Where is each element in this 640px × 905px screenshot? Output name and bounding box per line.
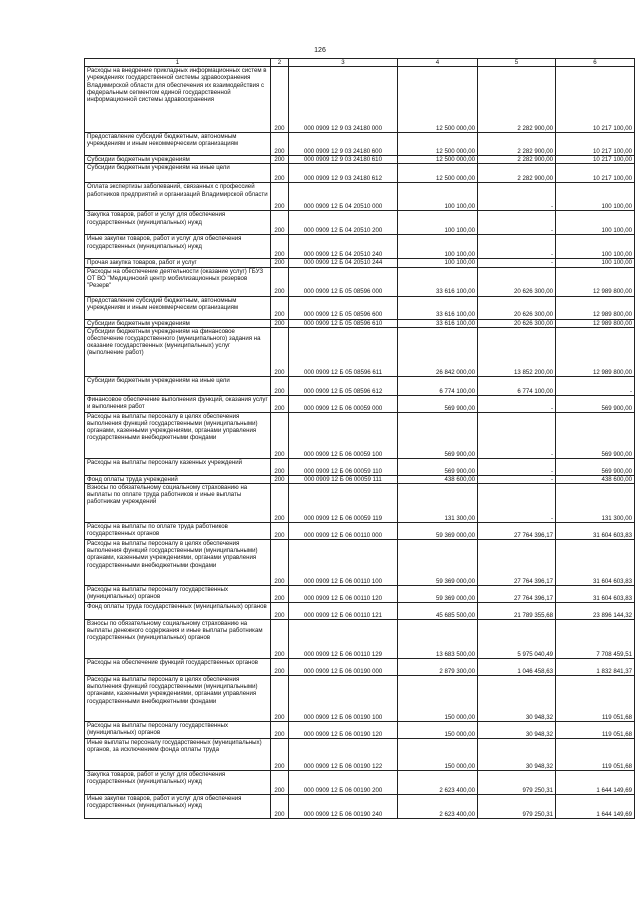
row-code-cell: 000 0909 12 9 03 24180 600 — [289, 133, 398, 156]
row-name-cell: Закупка товаров, работ и услуг для обеспечения государственных (муниципальных) нужд — [85, 211, 271, 235]
row-name-cell: Иные закупки товаров, работ и услуг для обеспечения государственных (муниципальных) нужд — [85, 235, 271, 259]
row-code-cell: 000 0909 12 Б 06 00059 119 — [289, 484, 398, 523]
row-remaining-cell: 31 604 603,83 — [556, 540, 635, 586]
row-gr-cell: 200 — [271, 771, 289, 795]
row-executed-cell: - — [478, 395, 556, 412]
row-approved-cell: 33 616 100,00 — [398, 267, 478, 296]
row-gr-cell: 200 — [271, 620, 289, 659]
table-row — [85, 319, 635, 327]
row-executed-cell: 27 764 396,17 — [478, 586, 556, 603]
row-gr-cell: 200 — [271, 376, 289, 395]
row-approved-cell: 59 369 000,00 — [398, 586, 478, 603]
column-header: 1 — [85, 59, 271, 67]
table-row — [85, 67, 635, 133]
row-executed-cell: - — [478, 183, 556, 211]
row-gr-cell: 200 — [271, 659, 289, 676]
row-remaining-cell: 131 300,00 — [556, 484, 635, 523]
row-executed-cell: 979 250,31 — [478, 795, 556, 819]
header-row — [85, 59, 635, 67]
row-gr-cell: 200 — [271, 523, 289, 540]
row-code-cell: 000 0909 12 Б 06 00110 000 — [289, 523, 398, 540]
row-gr-cell: 200 — [271, 395, 289, 412]
column-header: 3 — [289, 59, 398, 67]
row-name-cell: Фонд оплаты труда государственных (муниципальных) органов — [85, 603, 271, 620]
row-code-cell: 000 0909 12 9 03 24180 612 — [289, 164, 398, 183]
row-executed-cell: 2 282 900,00 — [478, 133, 556, 156]
row-approved-cell: 59 369 000,00 — [398, 523, 478, 540]
row-code-cell: 000 0909 12 Б 05 08596 611 — [289, 327, 398, 376]
row-approved-cell: 59 369 000,00 — [398, 540, 478, 586]
row-gr-cell: 200 — [271, 475, 289, 483]
table-row — [85, 412, 635, 458]
row-gr-cell: 200 — [271, 458, 289, 475]
row-name-cell: Оплата экспертизы заболеваний, связанных с профессией работников предприятий и организаций Владимирской области — [85, 183, 271, 211]
row-gr-cell: 200 — [271, 540, 289, 586]
row-approved-cell: 12 500 000,00 — [398, 133, 478, 156]
row-remaining-cell: 569 900,00 — [556, 412, 635, 458]
row-name-cell: Расходы на выплаты по оплате труда работников государственных органов — [85, 523, 271, 540]
row-name-cell: Прочая закупка товаров, работ и услуг — [85, 259, 271, 267]
row-executed-cell: 13 852 200,00 — [478, 327, 556, 376]
row-gr-cell: 200 — [271, 211, 289, 235]
row-executed-cell: 6 774 100,00 — [478, 376, 556, 395]
row-gr-cell: 200 — [271, 603, 289, 620]
row-name-cell: Расходы на внедрение прикладных информационных систем в учреждениях государственной системы здравоохранения Владимирской области для обеспечения их взаимодействия с федеральным сегментом единой государственной информационной системы здравоохранения — [85, 67, 271, 133]
row-remaining-cell: 119 051,68 — [556, 722, 635, 739]
table-row — [85, 267, 635, 296]
row-executed-cell: 1 046 458,63 — [478, 659, 556, 676]
row-gr-cell: 200 — [271, 259, 289, 267]
table-row — [85, 156, 635, 164]
table-row — [85, 296, 635, 319]
row-approved-cell: 12 500 000,00 — [398, 164, 478, 183]
row-name-cell: Взносы по обязательному социальному страхованию на выплаты по оплате труда работников и иные выплаты работникам учреждений — [85, 484, 271, 523]
row-approved-cell: 13 683 500,00 — [398, 620, 478, 659]
row-gr-cell: 200 — [271, 164, 289, 183]
row-remaining-cell: 100 100,00 — [556, 235, 635, 259]
row-approved-cell: 26 842 000,00 — [398, 327, 478, 376]
row-name-cell: Предоставление субсидий бюджетным, автономным учреждениям и иным некоммерческим организациям — [85, 133, 271, 156]
row-gr-cell: 200 — [271, 484, 289, 523]
row-approved-cell: 100 100,00 — [398, 235, 478, 259]
row-executed-cell: 27 764 396,17 — [478, 523, 556, 540]
row-remaining-cell: 12 989 800,00 — [556, 267, 635, 296]
row-remaining-cell: 10 217 100,00 — [556, 156, 635, 164]
row-name-cell: Иные закупки товаров, работ и услуг для обеспечения государственных (муниципальных) нужд — [85, 795, 271, 819]
row-name-cell: Расходы на выплаты персоналу казенных учреждений — [85, 458, 271, 475]
table-row — [85, 676, 635, 722]
row-code-cell: 000 0909 12 9 03 24180 000 — [289, 67, 398, 133]
table-row — [85, 211, 635, 235]
row-executed-cell: 30 948,32 — [478, 676, 556, 722]
row-name-cell: Расходы на выплаты персоналу государственных (муниципальных) органов — [85, 722, 271, 739]
row-approved-cell: 150 000,00 — [398, 676, 478, 722]
row-remaining-cell: 100 100,00 — [556, 211, 635, 235]
row-remaining-cell: 1 832 841,37 — [556, 659, 635, 676]
row-executed-cell: 2 282 900,00 — [478, 67, 556, 133]
row-remaining-cell: 10 217 100,00 — [556, 67, 635, 133]
row-code-cell: 000 0909 12 9 03 24180 610 — [289, 156, 398, 164]
row-gr-cell: 200 — [271, 739, 289, 771]
column-header: 6 — [556, 59, 635, 67]
row-code-cell: 000 0909 12 Б 06 00110 100 — [289, 540, 398, 586]
row-remaining-cell: 100 100,00 — [556, 183, 635, 211]
row-gr-cell: 200 — [271, 319, 289, 327]
row-executed-cell: - — [478, 484, 556, 523]
row-executed-cell: - — [478, 458, 556, 475]
table-row — [85, 458, 635, 475]
row-code-cell: 000 0909 12 Б 06 00110 129 — [289, 620, 398, 659]
row-gr-cell: 200 — [271, 267, 289, 296]
row-approved-cell: 100 100,00 — [398, 183, 478, 211]
row-name-cell: Субсидии бюджетным учреждениям на иные цели — [85, 164, 271, 183]
row-gr-cell: 200 — [271, 586, 289, 603]
table-row — [85, 164, 635, 183]
column-header: 2 — [271, 59, 289, 67]
table-row — [85, 540, 635, 586]
row-approved-cell: 33 616 100,00 — [398, 319, 478, 327]
row-executed-cell: 20 626 300,00 — [478, 267, 556, 296]
row-approved-cell: 150 000,00 — [398, 739, 478, 771]
row-code-cell: 000 0909 12 Б 04 20510 200 — [289, 211, 398, 235]
row-gr-cell: 200 — [271, 235, 289, 259]
table-row — [85, 771, 635, 795]
row-name-cell: Расходы на обеспечение деятельности (оказание услуг) ГБУЗ ОТ ВО "Медицинский центр мобилизационных резервов "Резерв" — [85, 267, 271, 296]
row-approved-cell: 6 774 100,00 — [398, 376, 478, 395]
row-name-cell: Субсидии бюджетным учреждениям на финансовое обеспечение государственного (муниципального) задания на оказание государственных (муниципальных) услуг (выполнение работ) — [85, 327, 271, 376]
row-code-cell: 000 0909 12 Б 06 00059 100 — [289, 412, 398, 458]
row-gr-cell: 200 — [271, 795, 289, 819]
row-remaining-cell: 100 100,00 — [556, 259, 635, 267]
row-name-cell: Расходы на выплаты персоналу в целях обеспечения выполнения функций государственными (муниципальными) органами, казенными учреждениями, органами управления государственными внебюджетными фондами — [85, 412, 271, 458]
row-executed-cell: 20 626 300,00 — [478, 296, 556, 319]
row-approved-cell: 2 623 400,00 — [398, 795, 478, 819]
row-gr-cell: 200 — [271, 676, 289, 722]
budget-table — [84, 58, 635, 819]
row-gr-cell: 200 — [271, 133, 289, 156]
row-approved-cell: 100 100,00 — [398, 259, 478, 267]
row-code-cell: 000 0909 12 Б 06 00190 120 — [289, 722, 398, 739]
row-name-cell: Предоставление субсидий бюджетным, автономным учреждениям и иным некоммерческим организациям — [85, 296, 271, 319]
row-remaining-cell: 31 604 603,83 — [556, 586, 635, 603]
row-gr-cell: 200 — [271, 296, 289, 319]
row-name-cell: Взносы по обязательному социальному страхованию на выплаты денежного содержания и иные выплаты работникам государственных (муниципальных) органов — [85, 620, 271, 659]
table-row — [85, 475, 635, 483]
row-code-cell: 000 0909 12 Б 06 00110 120 — [289, 586, 398, 603]
row-name-cell: Иные выплаты персоналу государственных (муниципальных) органов, за исключением фонда оплаты труда — [85, 739, 271, 771]
row-code-cell: 000 0909 12 Б 04 20510 240 — [289, 235, 398, 259]
row-remaining-cell: 1 644 149,69 — [556, 795, 635, 819]
table-row — [85, 327, 635, 376]
column-header: 4 — [398, 59, 478, 67]
row-name-cell: Расходы на обеспечение функций государственных органов — [85, 659, 271, 676]
row-remaining-cell: 10 217 100,00 — [556, 133, 635, 156]
table-row — [85, 395, 635, 412]
row-remaining-cell: 569 900,00 — [556, 458, 635, 475]
row-executed-cell: 20 626 300,00 — [478, 319, 556, 327]
row-code-cell: 000 0909 12 Б 06 00190 200 — [289, 771, 398, 795]
row-code-cell: 000 0909 12 Б 05 08596 612 — [289, 376, 398, 395]
row-executed-cell: - — [478, 259, 556, 267]
row-remaining-cell: 119 051,68 — [556, 739, 635, 771]
row-approved-cell: 2 623 400,00 — [398, 771, 478, 795]
row-executed-cell: 2 282 900,00 — [478, 156, 556, 164]
row-remaining-cell: 438 600,00 — [556, 475, 635, 483]
row-remaining-cell: 31 604 603,83 — [556, 523, 635, 540]
row-name-cell: Субсидии бюджетным учреждениям — [85, 156, 271, 164]
row-remaining-cell: 7 708 459,51 — [556, 620, 635, 659]
row-approved-cell: 131 300,00 — [398, 484, 478, 523]
row-executed-cell: - — [478, 475, 556, 483]
row-executed-cell: 30 948,32 — [478, 739, 556, 771]
row-name-cell: Субсидии бюджетным учреждениям на иные цели — [85, 376, 271, 395]
row-remaining-cell: 12 989 800,00 — [556, 296, 635, 319]
row-gr-cell: 200 — [271, 722, 289, 739]
row-remaining-cell: 569 900,00 — [556, 395, 635, 412]
table-row — [85, 739, 635, 771]
row-approved-cell: 569 900,00 — [398, 395, 478, 412]
column-header: 5 — [478, 59, 556, 67]
table-row — [85, 133, 635, 156]
row-gr-cell: 200 — [271, 67, 289, 133]
row-approved-cell: 150 000,00 — [398, 722, 478, 739]
row-code-cell: 000 0909 12 Б 06 00190 122 — [289, 739, 398, 771]
row-remaining-cell: 12 989 800,00 — [556, 327, 635, 376]
table-row — [85, 620, 635, 659]
table-row — [85, 523, 635, 540]
row-gr-cell: 200 — [271, 183, 289, 211]
row-code-cell: 000 0909 12 Б 06 00190 100 — [289, 676, 398, 722]
row-code-cell: 000 0909 12 Б 04 20510 244 — [289, 259, 398, 267]
row-code-cell: 000 0909 12 Б 05 08596 000 — [289, 267, 398, 296]
table-row — [85, 484, 635, 523]
row-remaining-cell: 10 217 100,00 — [556, 164, 635, 183]
row-code-cell: 000 0909 12 Б 06 00190 000 — [289, 659, 398, 676]
row-code-cell: 000 0909 12 Б 05 08596 610 — [289, 319, 398, 327]
row-gr-cell: 200 — [271, 412, 289, 458]
row-approved-cell: 2 879 300,00 — [398, 659, 478, 676]
row-gr-cell: 200 — [271, 327, 289, 376]
row-approved-cell: 45 685 500,00 — [398, 603, 478, 620]
row-name-cell: Фонд оплаты труда учреждений — [85, 475, 271, 483]
row-executed-cell: 2 282 900,00 — [478, 164, 556, 183]
row-remaining-cell: 23 896 144,32 — [556, 603, 635, 620]
table-row — [85, 259, 635, 267]
row-approved-cell: 12 500 000,00 — [398, 156, 478, 164]
row-code-cell: 000 0909 12 Б 04 20510 000 — [289, 183, 398, 211]
row-remaining-cell: 12 989 800,00 — [556, 319, 635, 327]
row-code-cell: 000 0909 12 Б 06 00190 240 — [289, 795, 398, 819]
row-executed-cell: - — [478, 211, 556, 235]
row-executed-cell: 5 975 040,49 — [478, 620, 556, 659]
row-executed-cell: 21 789 355,68 — [478, 603, 556, 620]
table-row — [85, 183, 635, 211]
row-remaining-cell: 119 051,68 — [556, 676, 635, 722]
table-row — [85, 376, 635, 395]
row-executed-cell: 30 948,32 — [478, 722, 556, 739]
row-approved-cell: 100 100,00 — [398, 211, 478, 235]
row-approved-cell: 569 900,00 — [398, 458, 478, 475]
row-approved-cell: 12 500 000,00 — [398, 67, 478, 133]
row-code-cell: 000 0909 12 Б 06 00059 111 — [289, 475, 398, 483]
table-row — [85, 659, 635, 676]
row-code-cell: 000 0909 12 Б 05 08596 600 — [289, 296, 398, 319]
row-approved-cell: 569 900,00 — [398, 412, 478, 458]
row-name-cell: Финансовое обеспечение выполнения функций, оказания услуг и выполнения работ — [85, 395, 271, 412]
row-approved-cell: 33 616 100,00 — [398, 296, 478, 319]
row-executed-cell: 27 764 396,17 — [478, 540, 556, 586]
row-name-cell: Расходы на выплаты персоналу в целях обеспечения выполнения функций государственными (муниципальными) органами, казенными учреждениями, органами управления государственными внебюджетными фондами — [85, 676, 271, 722]
row-remaining-cell: 1 644 149,69 — [556, 771, 635, 795]
table-row — [85, 795, 635, 819]
row-name-cell: Расходы на выплаты персоналу государственных (муниципальных) органов — [85, 586, 271, 603]
table-row — [85, 603, 635, 620]
row-gr-cell: 200 — [271, 156, 289, 164]
row-executed-cell: 979 250,31 — [478, 771, 556, 795]
table-row — [85, 722, 635, 739]
table-row — [85, 586, 635, 603]
row-name-cell: Субсидии бюджетным учреждениям — [85, 319, 271, 327]
page-number: 126 — [314, 47, 326, 54]
table-row — [85, 235, 635, 259]
row-executed-cell: - — [478, 412, 556, 458]
row-approved-cell: 438 600,00 — [398, 475, 478, 483]
row-name-cell: Закупка товаров, работ и услуг для обеспечения государственных (муниципальных) нужд — [85, 771, 271, 795]
row-executed-cell: - — [478, 235, 556, 259]
row-code-cell: 000 0909 12 Б 06 00059 000 — [289, 395, 398, 412]
row-remaining-cell: - — [556, 376, 635, 395]
row-code-cell: 000 0909 12 Б 06 00110 121 — [289, 603, 398, 620]
row-name-cell: Расходы на выплаты персоналу в целях обеспечения выполнения функций государственными (муниципальными) органами, казенными учреждениями, органами управления государственными внебюджетными фондами — [85, 540, 271, 586]
row-code-cell: 000 0909 12 Б 06 00059 110 — [289, 458, 398, 475]
